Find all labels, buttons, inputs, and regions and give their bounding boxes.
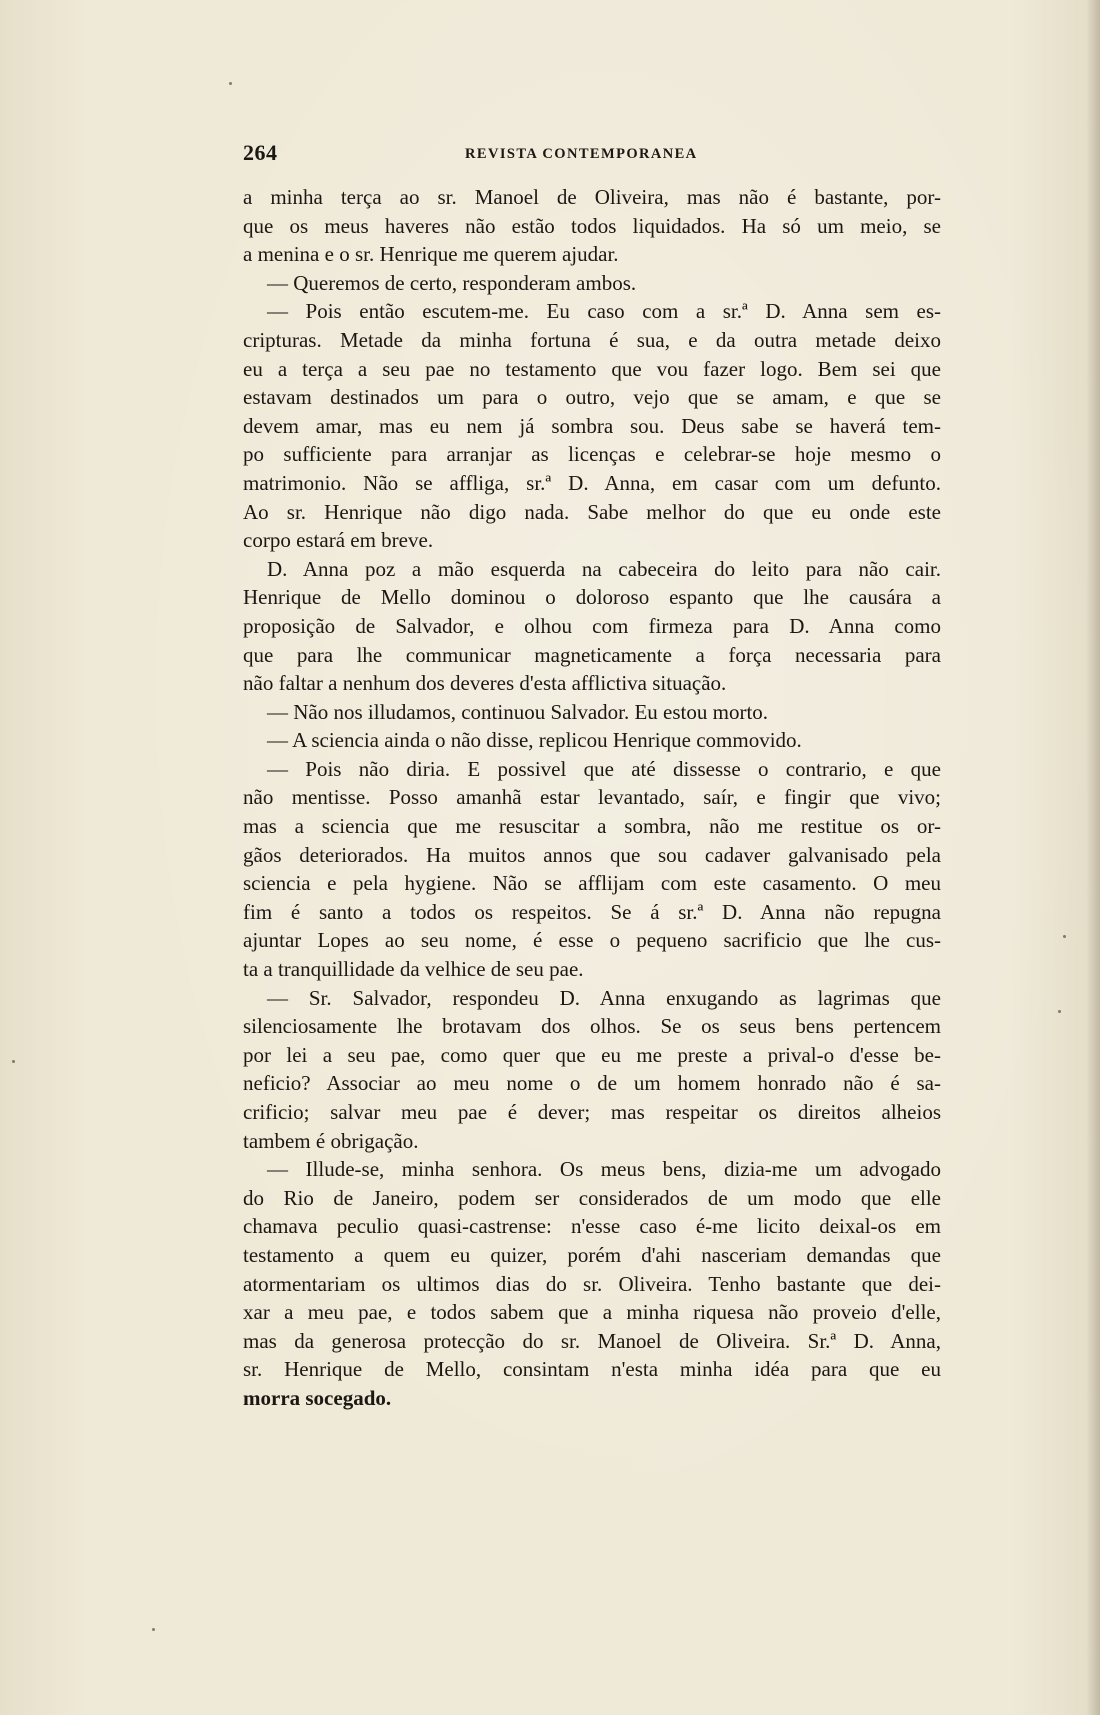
text-line: silenciosamente lhe brotavam dos olhos. Se os seus bens pertencem [243, 1014, 941, 1039]
text-line: que para lhe communicar magneticamente a força necessaria para [243, 642, 941, 667]
text-line: tambem é obrigação. [243, 1128, 419, 1153]
text-line: mas da generosa protecção do sr. Manoel de Oliveira. Sr.ª D. Anna, [243, 1328, 941, 1353]
text-line: po sufficiente para arranjar as licenças e celebrar-se hoje mesmo o [243, 442, 941, 467]
text-line: a menina e o sr. Henrique me querem ajudar. [243, 242, 619, 267]
text-line: sciencia e pela hygiene. Não se afflijam com este casamento. O meu [243, 871, 941, 896]
text-line: corpo estará em breve. [243, 528, 434, 553]
page-edge-shadow [1086, 0, 1100, 1715]
text-line: não faltar a nenhum dos deveres d'esta afflictiva situação. [243, 671, 727, 696]
text-line: — A sciencia ainda o não disse, replicou Henrique commovido. [267, 728, 802, 753]
text-line: — Illude-se, minha senhora. Os meus bens, dizia-me um advogado [267, 1157, 941, 1182]
page-number: 264 [243, 140, 278, 165]
body-text [243, 183, 941, 1413]
text-line: proposição de Salvador, e olhou com firmeza para D. Anna como [243, 613, 941, 638]
text-line: — Pois então escutem-me. Eu caso com a sr.ª D. Anna sem es- [267, 299, 941, 324]
text-line: ajuntar Lopes ao seu nome, é esse o pequeno sacrificio que lhe cus- [243, 928, 941, 953]
text-line: devem amar, mas eu nem já sombra sou. Deus sabe se haverá tem- [243, 413, 941, 438]
text-line: ta a tranquillidade da velhice de seu pae. [243, 957, 584, 982]
text-line: Ao sr. Henrique não digo nada. Sabe melhor do que eu onde este [243, 499, 941, 524]
text-line: D. Anna poz a mão esquerda na cabeceira do leito para não cair. [267, 556, 941, 581]
running-head: REVISTA CONTEMPORANEA [465, 146, 698, 162]
text-line: a minha terça ao sr. Manoel de Oliveira, mas não é bastante, por- [243, 185, 941, 209]
text-line: mas a sciencia que me resuscitar a sombra, não me restitue os or- [243, 814, 941, 839]
text-line: não mentisse. Posso amanhã estar levantado, saír, e fingir que vivo; [243, 785, 941, 810]
text-line: estavam destinados um para o outro, vejo que se amam, e que se [243, 385, 941, 410]
text-line: chamava peculio quasi-castrense: n'esse caso é-me licito deixal-os em [243, 1214, 941, 1239]
text-line: gãos deteriorados. Ha muitos annos que sou cadaver galvanisado pela [243, 842, 941, 867]
text-line: fim é santo a todos os respeitos. Se á sr.ª D. Anna não repugna [243, 899, 941, 924]
text-line: Henrique de Mello dominou o doloroso espanto que lhe causára a [243, 585, 941, 610]
page-header [243, 140, 943, 170]
text-line: matrimonio. Não se affliga, sr.ª D. Anna, em casar com um defunto. [243, 470, 941, 495]
text-line: eu a terça a seu pae no testamento que vou fazer logo. Bem sei que [243, 356, 941, 381]
text-line: cripturas. Metade da minha fortuna é sua, e da outra metade deixo [243, 327, 941, 352]
text-line: — Não nos illudamos, continuou Salvador. Eu estou morto. [267, 699, 769, 724]
text-line: por lei a seu pae, como quer que eu me preste a prival-o d'esse be- [243, 1042, 941, 1067]
text-line: neficio? Associar ao meu nome o de um homem honrado não é sa- [243, 1071, 941, 1096]
text-line: — Sr. Salvador, respondeu D. Anna enxugando as lagrimas que [267, 985, 941, 1010]
text-line: — Queremos de certo, responderam ambos. [267, 270, 637, 295]
text-line: do Rio de Janeiro, podem ser considerados de um modo que elle [243, 1185, 941, 1210]
text-line: que os meus haveres não estão todos liquidados. Ha só um meio, se [243, 213, 941, 238]
text-line: morra socegado. [243, 1385, 392, 1410]
text-line: testamento a quem eu quizer, porém d'ahi nasceriam demandas que [243, 1242, 941, 1267]
text-line: atormentariam os ultimos dias do sr. Oliveira. Tenho bastante que dei- [243, 1271, 941, 1296]
text-line: sr. Henrique de Mello, consintam n'esta minha idéa para que eu [243, 1357, 941, 1382]
text-line: crificio; salvar meu pae é dever; mas respeitar os direitos alheios [243, 1100, 941, 1124]
text-line: xar a meu pae, e todos sabem que a minha riquesa não proveio d'elle, [243, 1300, 941, 1325]
text-line: — Pois não diria. E possivel que até dissesse o contrario, e que [267, 756, 941, 781]
